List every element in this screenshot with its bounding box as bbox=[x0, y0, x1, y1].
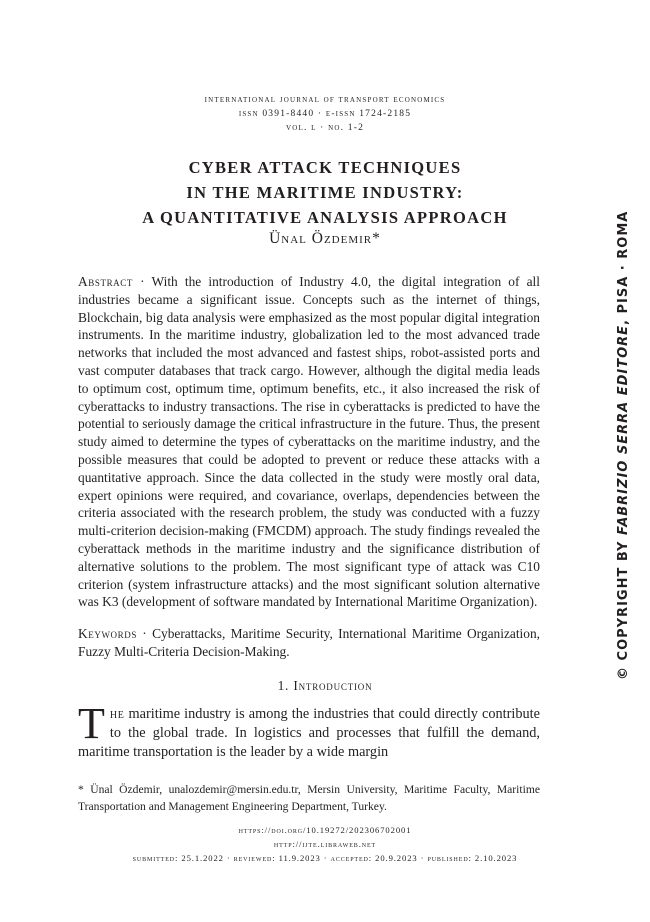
title-line-1: CYBER ATTACK TECHNIQUES bbox=[188, 158, 462, 177]
abstract bbox=[78, 273, 540, 611]
submission-dates: submitted: 25.1.2022 · reviewed: 11.9.2023 · accepted: 20.9.2023 · published: 2.10.2023 bbox=[132, 853, 518, 863]
introduction-paragraph bbox=[78, 699, 540, 763]
dropcap: T bbox=[78, 699, 105, 748]
keywords-text: Cyberattacks, Maritime Security, International Maritime Organization, Fuzzy Multi-Criteria Decision-Making. bbox=[78, 626, 541, 659]
keywords-separator: · bbox=[136, 626, 153, 641]
author-footnote: * Ünal Özdemir, unalozdemir@mersin.edu.tr, Mersin University, Maritime Faculty, Maritime Transportation and Management Engineering Department, Turkey. bbox=[78, 783, 540, 813]
copyright-publisher: FABRIZIO SERRA EDITORE bbox=[616, 324, 631, 535]
author-name: Ünal Özdemir* bbox=[269, 230, 381, 247]
copyright-prefix: © COPYRIGHT BY bbox=[616, 535, 631, 680]
title-line-3: A QUANTITATIVE ANALYSIS APPROACH bbox=[142, 208, 508, 227]
copyright-notice bbox=[614, 210, 634, 680]
journal-name: international journal of transport economics bbox=[204, 95, 446, 105]
journal-issn: issn 0391-8440 · e-issn 1724-2185 bbox=[238, 109, 412, 119]
title-line-2: IN THE MARITIME INDUSTRY: bbox=[186, 183, 464, 202]
journal-url[interactable]: http://ijte.libraweb.net bbox=[273, 839, 377, 849]
intro-text: maritime industry is among the industries that could directly contribute to the global trade. In logistics and processes that fulfill the demand, maritime transportation is the leader by a wide margin bbox=[78, 706, 540, 761]
doi-link[interactable]: https://doi.org/10.19272/202306702001 bbox=[238, 825, 412, 835]
abstract-separator: · bbox=[132, 274, 152, 289]
copyright-suffix: , PISA · ROMA bbox=[616, 210, 631, 325]
section-heading: 1. Introduction bbox=[277, 678, 373, 693]
intro-first-word: he bbox=[109, 706, 125, 722]
keywords-label: Keywords bbox=[78, 626, 137, 641]
article-title bbox=[70, 155, 580, 230]
abstract-label: Abstract bbox=[78, 274, 133, 289]
journal-volume: vol. l · no. 1-2 bbox=[285, 123, 365, 133]
keywords bbox=[78, 625, 540, 661]
abstract-text: With the introduction of Industry 4.0, the digital integration of all industries became a significant issue. Concepts such as the internet of things, Blockchain, big data analysis were emphasized as the most popular digital integration instruments. In the maritime industry, globalization led to the most advanced trade networks that included the most advanced and fastest ships, robot-assisted ports and vast computer databases that track cargo. However, although the digital media leads to optimum cost, optimum time, optimum benefits, etc., it also increased the risk of cyberattacks to industry transactions. The rise in cyberattacks is predicted to have the potential to seriously damage the critical infrastructure in the future. Thus, the present study aimed to determine the types of cyberattacks on the maritime industry, and the possible measures that could be adopted to prevent or reduce these attacks with a quantitative approach. Since the data collected in the study were mostly oral data, expert opinions were required, and covariance, overlaps, dependencies between the criteria associated with the research problem, the study was conducted with a fuzzy multi-criterion decision-making (FMCDM) approach. The study findings revealed the cyberattack methods in the maritime industry and the significance distribution of alternative solutions to the problem. The most significant type of attack was C10 criterion (system infrastructure attacks) and the most significant solution alternative was K3 (development of software mandated by International Maritime Organization). bbox=[78, 274, 540, 610]
